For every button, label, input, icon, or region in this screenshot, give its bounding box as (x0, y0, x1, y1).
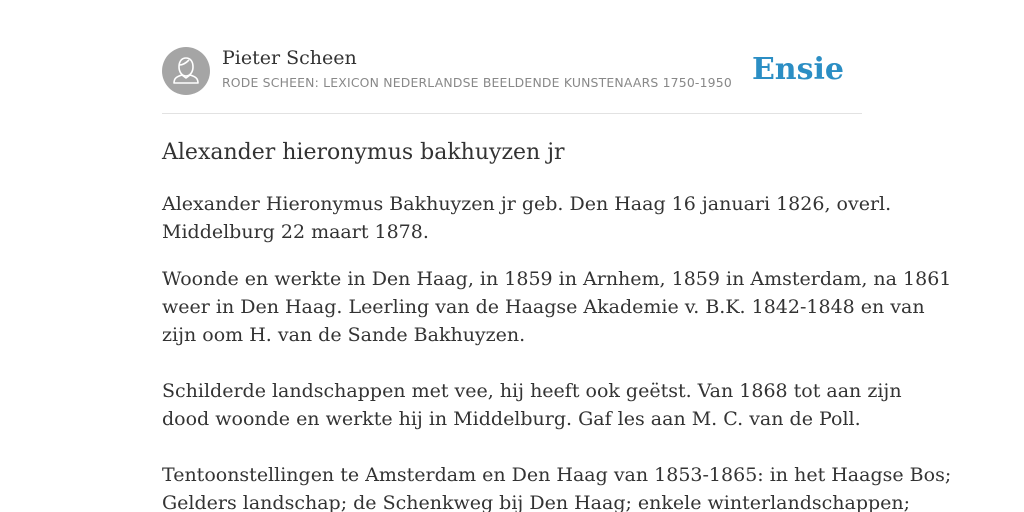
user-icon (162, 47, 210, 95)
paragraph-line: Alexander Hieronymus Bakhuyzen jr geb. Den Haag 16 januari 1826, overl. (162, 193, 892, 215)
paragraph-spacer (162, 433, 862, 461)
article-body (162, 190, 952, 512)
paragraph-line: weer in Den Haag. Leerling van de Haagse Akademie v. B.K. 1842-1848 en van (162, 296, 925, 318)
paragraph-line: Middelburg 22 maart 1878. (162, 221, 429, 243)
paragraph-line: Schilderde landschappen met vee, hij heeft ook geëtst. Van 1868 tot aan zijn (162, 380, 902, 402)
brand-logo[interactable]: Ensie (751, 52, 844, 87)
article-header (162, 46, 862, 96)
source-label[interactable]: RODE SCHEEN: LEXICON NEDERLANDSE BEELDENDE KUNSTENAARS 1750-1950 (222, 75, 732, 90)
header-divider (162, 113, 862, 114)
paragraph-line: Gelders landschap; de Schenkweg bij Den Haag; enkele winterlandschappen; (162, 492, 911, 512)
article-title: Alexander hieronymus bakhuyzen jr (162, 140, 565, 165)
paragraph-spacer (162, 349, 862, 377)
author-name[interactable]: Pieter Scheen (222, 47, 357, 69)
paragraph-line: Woonde en werkte in Den Haag, in 1859 in Arnhem, 1859 in Amsterdam, na 1861 (162, 268, 952, 290)
author-avatar[interactable] (162, 47, 210, 95)
paragraph-spacer (162, 246, 862, 265)
paragraph-line: Tentoonstellingen te Amsterdam en Den Haag van 1853-1865: in het Haagse Bos; (162, 464, 952, 486)
paragraph-line: zijn oom H. van de Sande Bakhuyzen. (162, 324, 526, 346)
paragraph-line: dood woonde en werkte hij in Middelburg. Gaf les aan M. C. van de Poll. (162, 408, 861, 430)
